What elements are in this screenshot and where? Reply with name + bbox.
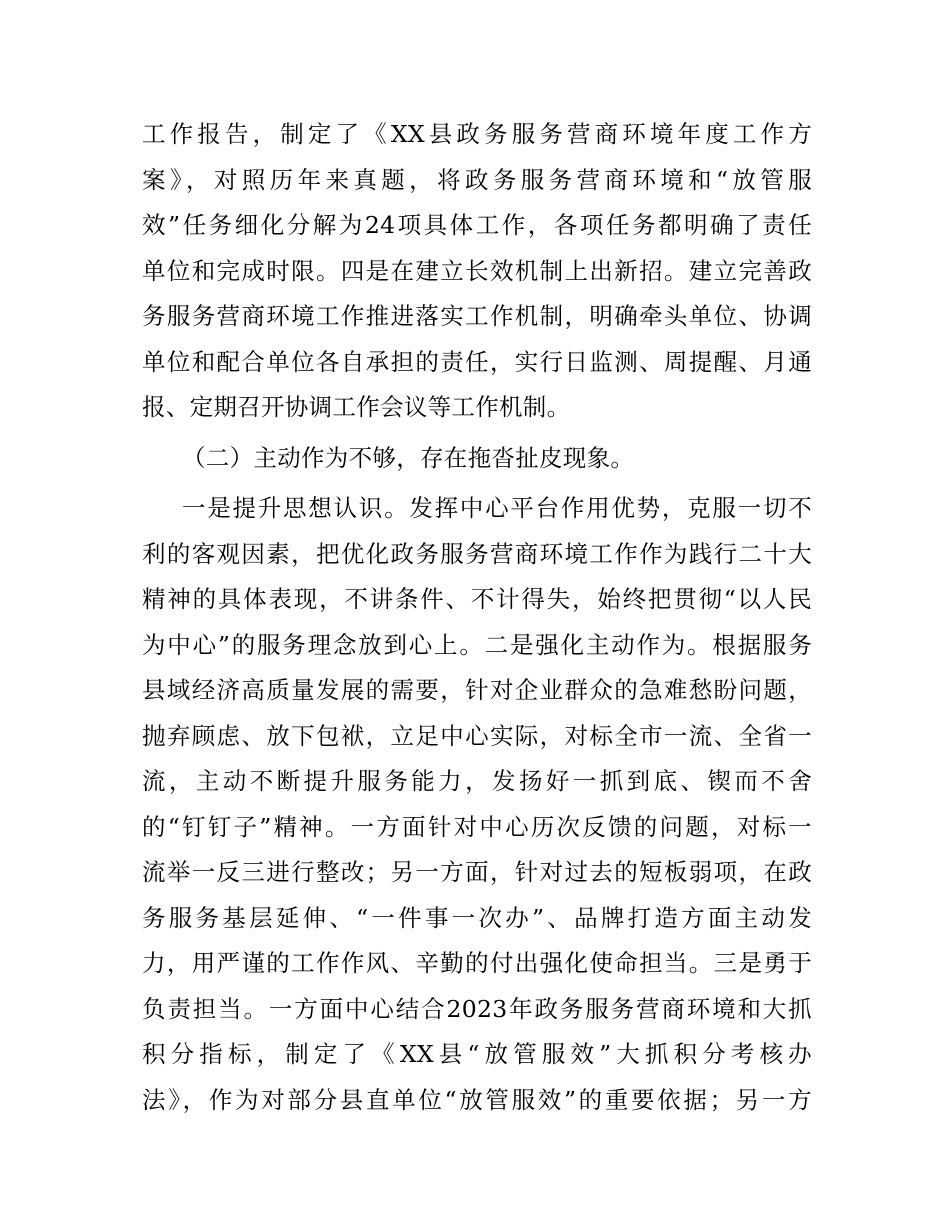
text-line: 务服务营商环境工作推进落实工作机制，明确牵头单位、协调 (142, 302, 812, 330)
text-line: 单位和配合单位各自承担的责任，实行日监测、周提醒、月通 (142, 347, 812, 376)
text-line: 效”任务细化分解为24项具体工作，各项任务都明确了责任 (142, 211, 812, 239)
text-line: 力，用严谨的工作作风、辛勤的付出强化使命担当。三是勇于 (142, 949, 812, 977)
text-line: 县域经济高质量发展的需要，针对企业群众的急难愁盼问题， (142, 676, 812, 704)
text-line: 法》，作为对部分县直单位“放管服效”的重要依据；另一方 (142, 1085, 812, 1114)
text-line: 流举一反三进行整改；另一方面，针对过去的短板弱项，在政 (142, 858, 812, 886)
text-line: 流，主动不断提升服务能力，发扬好一抓到底、锲而不舍 (142, 767, 812, 795)
text-line: 案》，对照历年来真题，将政务服务营商环境和“放管服 (142, 165, 812, 194)
text-line: 利的客观因素，把优化政务服务营商环境工作作为践行二十大 (142, 539, 812, 568)
text-line: 抛弃顾虑、放下包袱，立足中心实际，对标全市一流、全省一 (142, 721, 812, 750)
text-line: 负责担当。一方面中心结合2023年政务服务营商环境和大抓 (142, 994, 812, 1023)
section-heading: （二）主动作为不够，存在拖沓扯皮现象。 (182, 443, 635, 472)
paragraph-improvement-measures (142, 486, 812, 1123)
paragraph-work-report (142, 112, 812, 431)
document-body (142, 112, 812, 1123)
text-line: 单位和完成时限。四是在建立长效机制上出新招。建立完善政 (142, 256, 812, 285)
text-line: 报、定期召开协调工作会议等工作机制。 (142, 393, 571, 421)
text-line: 一是提升思想认识。发挥中心平台作用优势，克服一切不 (182, 494, 812, 522)
text-line: 务服务基层延伸、“一件事一次办”、品牌打造方面主动发 (142, 903, 812, 932)
text-line: 为中心”的服务理念放到心上。二是强化主动作为。根据服务 (142, 630, 812, 659)
text-line: 积分指标，制定了《XX县“放管服效”大抓积分考核办 (142, 1040, 812, 1068)
text-line: 的“钉钉子”精神。一方面针对中心历次反馈的问题，对标一 (142, 812, 812, 841)
text-line: 工作报告，制定了《XX县政务服务营商环境年度工作方 (142, 120, 812, 148)
text-line: 精神的具体表现，不讲条件、不计得失，始终把贯彻“以人民 (142, 585, 812, 613)
